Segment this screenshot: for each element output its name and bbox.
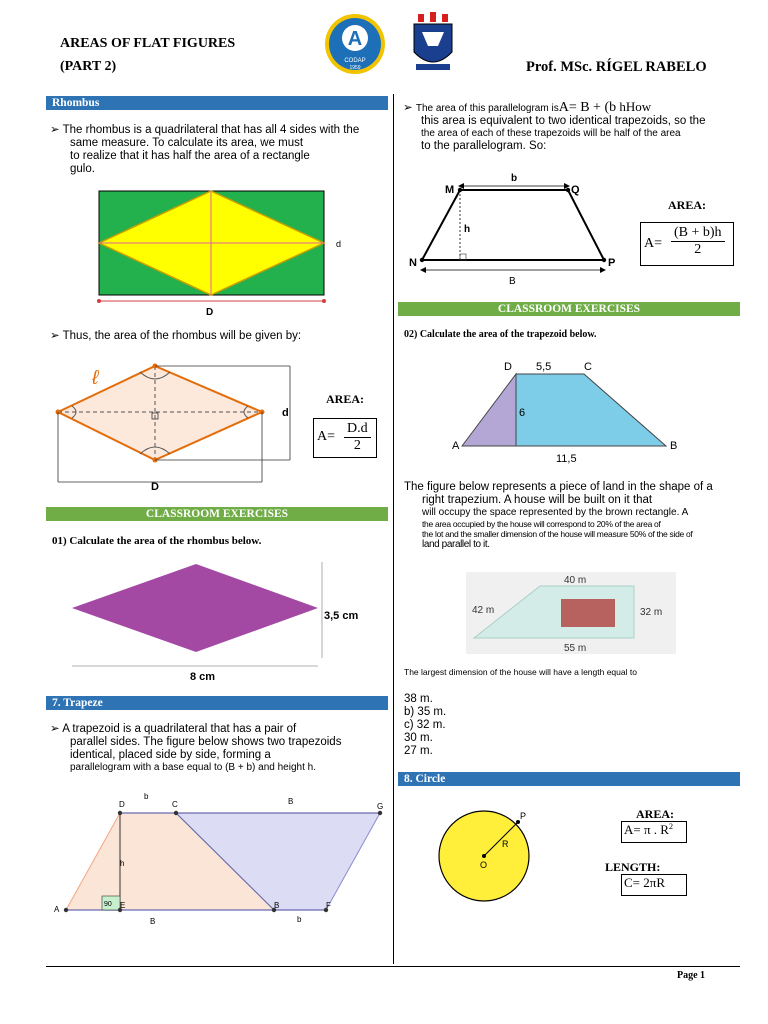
svg-text:b: b — [511, 173, 518, 184]
section-header-exercises-left: CLASSROOM EXERCISES — [46, 507, 388, 521]
svg-text:42 m: 42 m — [472, 605, 495, 616]
svg-text:E: E — [120, 901, 126, 910]
svg-text:A: A — [54, 905, 60, 914]
trapezoid-area-label: AREA: — [668, 198, 706, 212]
document-title: AREAS OF FLAT FIGURES — [60, 36, 236, 51]
rhombus-thus-text: ➢ Thus, the area of the rhombus will be given by: — [50, 330, 302, 342]
svg-text:R: R — [502, 839, 509, 849]
svg-text:C: C — [172, 800, 178, 809]
answer-option[interactable]: 30 m. — [404, 732, 433, 744]
circle-area-formula: A= π . $R^2$ — [621, 821, 687, 843]
land-question: The largest dimension of the house will have a length equal to — [404, 667, 637, 677]
svg-text:D: D — [504, 361, 512, 373]
svg-text:M: M — [445, 184, 455, 196]
rhombus-diagonals-figure — [52, 356, 302, 492]
answer-option[interactable]: 38 m. — [404, 693, 433, 705]
svg-text:h: h — [464, 224, 471, 235]
answer-option[interactable]: c) 32 m. — [404, 719, 446, 731]
answer-option[interactable]: b) 35 m. — [404, 706, 447, 718]
svg-text:5,5: 5,5 — [536, 361, 552, 373]
svg-text:B: B — [274, 901, 280, 910]
exercise-02-question: 02) Calculate the area of the trapezoid below. — [404, 329, 597, 340]
answer-option[interactable]: 27 m. — [404, 745, 433, 757]
circle-area-label: AREA: — [636, 807, 674, 821]
svg-text:d: d — [282, 407, 289, 419]
land-problem-text: The figure below represents a piece of land in the shape of a right trapezium. A house will be built on it that will occupy the space represented by the brown rectangle. A the area occupied by the house will correspond to 20% of the area of the lot and the smaller dimension of the house will measure 50% of the side of land parallel to it. — [404, 481, 713, 550]
svg-text:D: D — [119, 800, 125, 809]
svg-text:B: B — [509, 276, 516, 287]
trapeze-intro: ➢ A trapezoid is a quadrilateral that has a pair of parallel sides. The figure below shows two trapezoids identical, placed side by side, forming a parallelogram with a base equal to (B + b) and height h. — [50, 723, 342, 773]
svg-text:8 cm: 8 cm — [190, 671, 216, 683]
svg-text:P: P — [520, 811, 527, 821]
rhombus-area-formula: A= $\frac{D.d}{2}$ — [313, 418, 377, 458]
circle-figure — [428, 806, 548, 902]
circle-length-label: LENGTH: — [605, 860, 661, 874]
svg-text:d: d — [336, 239, 342, 249]
svg-text:Q: Q — [571, 184, 580, 196]
svg-text:G: G — [377, 802, 384, 811]
footer-rule — [46, 966, 740, 967]
svg-text:CODAP: CODAP — [344, 58, 366, 64]
exercise-01-question: 01) Calculate the area of the rhombus below. — [52, 535, 262, 547]
rhombus-area-label: AREA: — [326, 392, 364, 406]
svg-text:D: D — [206, 307, 214, 318]
svg-text:6: 6 — [519, 407, 526, 419]
document-subtitle: (PART 2) — [60, 59, 117, 74]
svg-text:3,5 cm: 3,5 cm — [324, 610, 359, 622]
university-crest-logo — [408, 12, 458, 74]
section-header-circle: 8. Circle — [398, 772, 740, 786]
svg-text:b: b — [297, 915, 302, 924]
svg-text:F: F — [326, 901, 331, 910]
codap-logo — [323, 12, 387, 76]
svg-text:B: B — [670, 440, 678, 452]
parallelogram-area-text: ➢ The area of this parallelogram isA= B + (b hHow this area is equivalent to two identical trapezoids, so the the area of each of these trapezoids will be half of the area to the parallelogram. So: — [403, 99, 706, 152]
svg-text:55 m: 55 m — [564, 643, 587, 654]
svg-text:1959: 1959 — [349, 65, 361, 71]
svg-text:h: h — [120, 859, 125, 868]
author-name: Prof. MSc. RÍGEL RABELO — [526, 59, 707, 75]
svg-text:B: B — [150, 917, 156, 926]
trapezoid-area-formula: A= $\frac{(B + b)h}{2}$ — [640, 222, 734, 266]
rhombus-intro: ➢ The rhombus is a quadrilateral that has all 4 sides with the same measure. To calculate its area, we must to realize that it has half the area of a rectangle gulo. — [50, 124, 360, 175]
section-header-rhombus: Rhombus — [46, 96, 388, 110]
svg-text:B: B — [288, 797, 294, 806]
svg-text:A: A — [452, 440, 460, 452]
svg-text:b: b — [144, 792, 149, 801]
answer-options — [404, 693, 446, 758]
svg-text:32 m: 32 m — [640, 607, 663, 618]
trapezoid-abcd-figure — [448, 356, 698, 468]
section-header-trapeze: 7. Trapeze — [46, 696, 388, 710]
section-header-exercises-right: CLASSROOM EXERCISES — [398, 302, 740, 316]
svg-text:90: 90 — [104, 901, 112, 908]
page-number: Page 1 — [677, 970, 706, 981]
svg-text:C: C — [584, 361, 592, 373]
svg-text:N: N — [409, 257, 417, 269]
svg-text:P: P — [608, 257, 616, 269]
svg-text:A: A — [347, 28, 363, 50]
svg-text:O: O — [480, 860, 488, 870]
svg-text:40 m: 40 m — [564, 575, 587, 586]
svg-text:ℓ: ℓ — [92, 367, 99, 389]
svg-text:D: D — [151, 481, 159, 492]
land-plot-figure — [466, 572, 676, 654]
purple-rhombus-figure — [68, 558, 378, 688]
svg-text:11,5: 11,5 — [556, 453, 577, 465]
trapezoids-parallelogram-figure — [50, 788, 390, 928]
column-divider — [393, 94, 394, 964]
trapezoid-mnpq-figure — [404, 168, 624, 288]
circle-length-formula: C= 2πR — [621, 874, 687, 896]
rhombus-rectangle-figure — [90, 185, 360, 320]
